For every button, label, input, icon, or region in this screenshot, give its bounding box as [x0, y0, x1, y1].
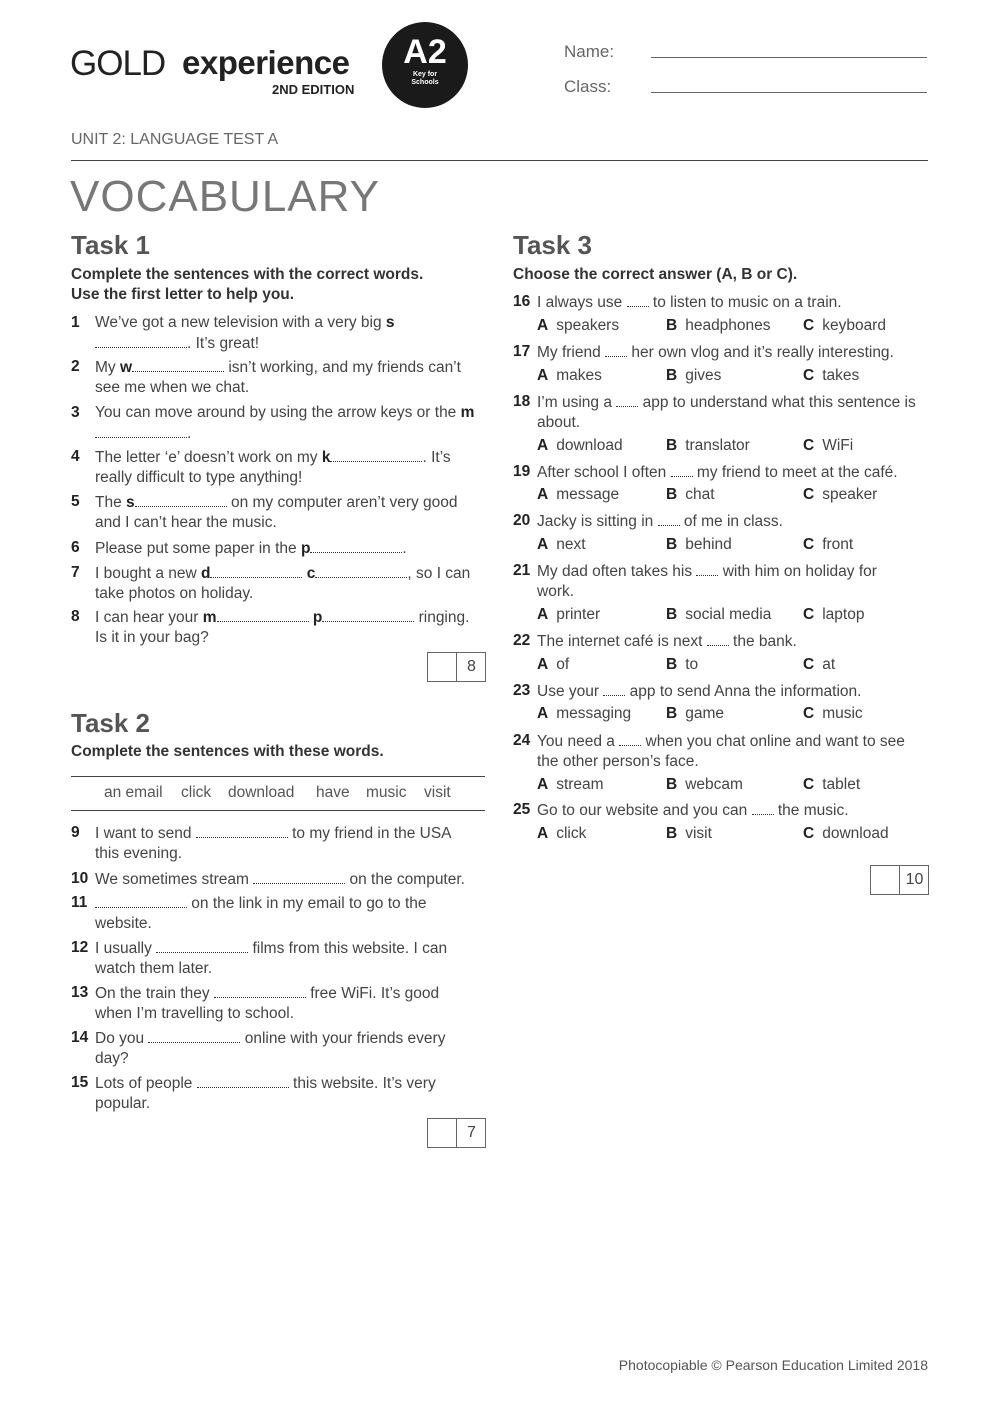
footer-copyright: Photocopiable © Pearson Education Limited 2018	[618, 1357, 928, 1373]
word-bank-item: an email	[104, 784, 163, 801]
header-divider	[71, 160, 928, 161]
option-a[interactable]: A download	[537, 437, 623, 454]
task3-title: Task 3	[513, 230, 593, 260]
option-a[interactable]: A makes	[537, 367, 602, 384]
option-a[interactable]: A speakers	[537, 317, 620, 334]
answer-blank[interactable]	[95, 893, 187, 908]
answer-blank[interactable]	[603, 681, 625, 696]
answer-blank[interactable]	[627, 292, 649, 307]
option-a[interactable]: A of	[537, 656, 570, 673]
option-a[interactable]: A messaging	[537, 705, 632, 722]
task1-score-box	[427, 652, 486, 682]
answer-blank[interactable]	[671, 462, 693, 477]
answer-blank[interactable]	[330, 447, 422, 462]
option-c[interactable]: C tablet	[803, 776, 861, 793]
answer-blank[interactable]	[253, 869, 345, 884]
task2-score-max: 7	[456, 1119, 486, 1147]
word-bank-item: click	[181, 784, 212, 801]
option-b[interactable]: B translator	[666, 437, 750, 454]
word-bank-item: visit	[424, 784, 451, 801]
score-input[interactable]	[871, 866, 899, 894]
answer-blank[interactable]	[156, 938, 248, 953]
option-c[interactable]: C speaker	[803, 486, 878, 503]
option-c[interactable]: C WiFi	[803, 437, 854, 454]
option-c[interactable]: C keyboard	[803, 317, 886, 334]
answer-blank[interactable]	[217, 607, 309, 622]
level-subtitle: Key for Schools	[411, 71, 439, 86]
answer-blank[interactable]	[210, 563, 302, 578]
answer-blank[interactable]	[707, 631, 729, 646]
level-text: A2	[403, 33, 447, 71]
task2-title: Task 2	[71, 708, 151, 738]
word-bank-item: music	[366, 784, 407, 801]
answer-blank[interactable]	[95, 333, 187, 348]
option-b[interactable]: B visit	[666, 825, 712, 842]
option-c[interactable]: C music	[803, 705, 863, 722]
answer-blank[interactable]	[197, 1073, 289, 1088]
logo-experience: experience	[182, 44, 350, 81]
task1-instruction-1: Complete the sentences with the correct words.	[71, 266, 424, 283]
section-title: VOCABULARY	[70, 172, 380, 221]
option-c[interactable]: C takes	[803, 367, 860, 384]
name-field[interactable]	[651, 57, 927, 58]
score-input[interactable]	[428, 653, 456, 681]
task1-instruction-2: Use the first letter to help you.	[71, 286, 295, 303]
name-label: Name:	[564, 42, 615, 61]
task3-score-max: 10	[899, 866, 929, 894]
option-a[interactable]: A message	[537, 486, 620, 503]
option-b[interactable]: B to	[666, 656, 699, 673]
word-box-top-rule	[71, 776, 485, 777]
answer-blank[interactable]	[616, 392, 638, 407]
option-a[interactable]: A stream	[537, 776, 604, 793]
answer-blank[interactable]	[196, 823, 288, 838]
option-c[interactable]: C front	[803, 536, 854, 553]
answer-blank[interactable]	[135, 492, 227, 507]
answer-blank[interactable]	[619, 731, 641, 746]
logo-gold: GOLD	[70, 44, 166, 83]
answer-blank[interactable]	[658, 511, 680, 526]
unit-label: UNIT 2: LANGUAGE TEST A	[71, 131, 279, 148]
answer-blank[interactable]	[214, 983, 306, 998]
option-a[interactable]: A printer	[537, 606, 601, 623]
task3-score-box	[870, 865, 929, 895]
edition-label: 2ND EDITION	[272, 82, 355, 97]
class-label: Class:	[564, 77, 612, 96]
option-b[interactable]: B webcam	[666, 776, 743, 793]
option-a[interactable]: A next	[537, 536, 586, 553]
task2-score-box	[427, 1118, 486, 1148]
option-c[interactable]: C download	[803, 825, 889, 842]
word-bank-item: download	[228, 784, 295, 801]
level-badge	[382, 22, 468, 108]
answer-blank[interactable]	[605, 342, 627, 357]
answer-blank[interactable]	[322, 607, 414, 622]
answer-blank[interactable]	[752, 800, 774, 815]
word-bank-item: have	[316, 784, 350, 801]
answer-blank[interactable]	[132, 357, 224, 372]
answer-blank[interactable]	[95, 423, 187, 438]
answer-blank[interactable]	[310, 538, 402, 553]
option-c[interactable]: C laptop	[803, 606, 865, 623]
option-b[interactable]: B headphones	[666, 317, 771, 334]
option-b[interactable]: B behind	[666, 536, 732, 553]
option-a[interactable]: A click	[537, 825, 587, 842]
task3-instruction: Choose the correct answer (A, B or C).	[513, 266, 798, 283]
task1-title: Task 1	[71, 230, 151, 260]
option-b[interactable]: B social media	[666, 606, 772, 623]
option-b[interactable]: B chat	[666, 486, 715, 503]
task1-score-max: 8	[456, 653, 486, 681]
word-box-bottom-rule	[71, 810, 485, 811]
answer-blank[interactable]	[148, 1028, 240, 1043]
task2-instruction: Complete the sentences with these words.	[71, 743, 384, 760]
answer-blank[interactable]	[696, 561, 718, 576]
class-field[interactable]	[651, 92, 927, 93]
answer-blank[interactable]	[315, 563, 407, 578]
option-b[interactable]: B gives	[666, 367, 722, 384]
option-b[interactable]: B game	[666, 705, 724, 722]
score-input[interactable]	[428, 1119, 456, 1147]
option-c[interactable]: C at	[803, 656, 836, 673]
